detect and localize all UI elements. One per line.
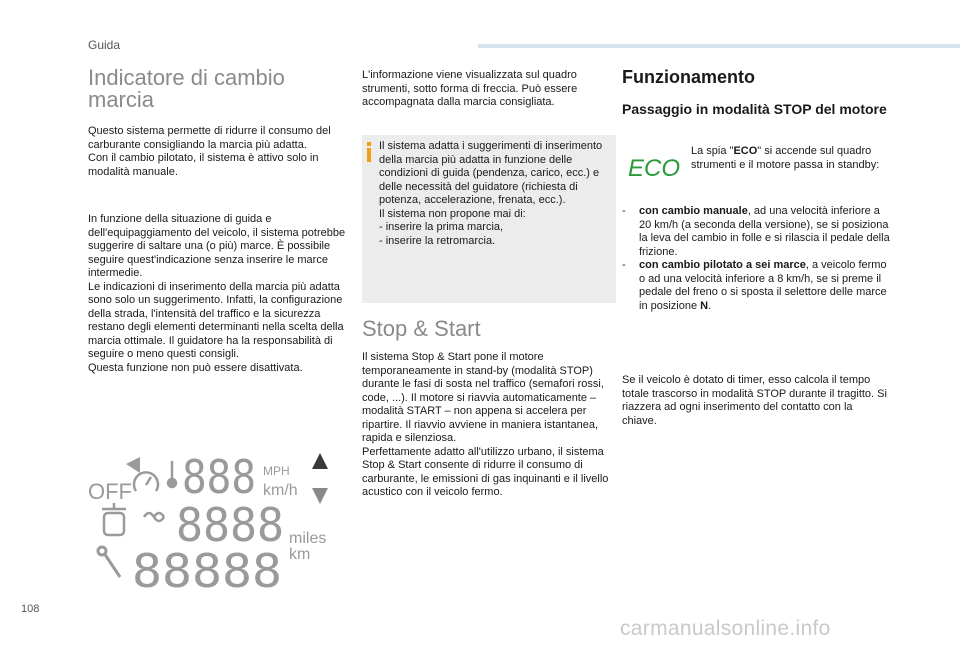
gear-down-arrow-icon — [312, 488, 328, 504]
para-timer: Se il veicolo è dotato di timer, esso calcola il tempo totale trascorso in modalità STOP durante il tragitto. Si riazzera ad ogni inserimento del contatto con la chiave. — [622, 374, 887, 427]
top-digits: 888 — [182, 453, 256, 504]
list-item: - con cambio manuale, ad una velocità inferiore a 20 km/h (a seconda della versione), se si posiziona la leva del cambio in folle e si rilascia il pedale della frizione. — [622, 205, 890, 258]
miles-label: miles — [289, 530, 327, 547]
watermark: carmanualsonline.info — [620, 617, 831, 640]
heading-funzionamento: Funzionamento — [622, 67, 755, 87]
info-icon — [367, 142, 371, 162]
section-label: Guida — [88, 38, 121, 52]
mid-digits: 8888 — [176, 498, 284, 552]
para-arrow-info: L'informazione viene visualizzata sul quadro strumenti, sotto forma di freccia. Può essere accompagnata dalla marcia consigliata. — [362, 69, 578, 108]
list-item: - con cambio pilotato a sei marce, a veicolo fermo o ad una velocità inferiore a 8 km/h, se si preme il pedale del freno o si sposta il selettore delle marce in posizione N. — [622, 259, 887, 312]
title-gear-indicator: Indicatore di cambio marcia — [88, 65, 285, 113]
gear-up-arrow-icon — [312, 453, 328, 469]
title-stop-start: Stop & Start — [362, 316, 481, 341]
svg-text:ECO: ECO — [627, 155, 681, 182]
note-item: - inserire la retromarcia. — [379, 234, 496, 247]
engine-icon — [102, 503, 126, 535]
page-number: 108 — [21, 603, 40, 615]
stop-conditions-list — [622, 205, 892, 313]
speedometer-icon — [134, 472, 158, 491]
subheading-stop-mode: Passaggio in modalità STOP del motore — [622, 101, 887, 117]
wrench-icon — [98, 547, 120, 577]
km-label: km — [289, 546, 311, 563]
glow-plug-icon — [144, 513, 164, 521]
instrument-cluster-illustration — [88, 453, 348, 593]
mph-label: MPH — [263, 464, 290, 478]
note-body: Il sistema adatta i suggerimenti di inserimento della marcia più adatta in funzione delle condizioni di guida (pendenza, carico, ecc.) e delle necessità del guidatore (richiesta di potenza, accelerazione, frenata, ecc.). Il sistema non propone mai di: — [379, 140, 603, 220]
para-eco-light: La spia "ECO" si accende sul quadro strumenti e il motore passa in standby: — [691, 145, 880, 171]
thermometer-icon — [168, 461, 176, 487]
info-note-box — [362, 135, 616, 303]
header-bar — [478, 44, 960, 48]
para-gear-intro: Questo sistema permette di ridurre il consumo del carburante consigliando la marcia più adatta. Con il cambio pilotato, il sistema è attivo solo in modalità manuale. — [88, 125, 331, 178]
para-stop-start: Il sistema Stop & Start pone il motore temporaneamente in stand-by (modalità STOP) durante le fasi di sosta nel traffico (semafori rossi, code, ...). Il motore si riavvia automaticamente – modalità START – non appena si accelera per ripartire. Il riavvio avviene in maniera istantanea, rapida e silenziosa. Perfettamente adatto all'utilizzo urbano, il sistema Stop & Start consente di ridurre il consumo di carburante, le emissioni di gas inquinanti e il livello acustico con il veicolo fermo. — [362, 351, 609, 498]
warning-triangle-icon — [126, 457, 140, 473]
info-note-text — [379, 140, 611, 248]
note-item: - inserire la prima marcia, — [379, 221, 504, 233]
eco-indicator-icon — [625, 148, 683, 184]
bottom-digits: 88888 — [132, 544, 282, 593]
para-gear-details: In funzione della situazione di guida e dell'equipaggiamento del veicolo, il sistema potrebbe suggerire di saltare una (o più) marce. È possibile seguire quest'indicazione senza inserire le marce intermedie. Le indicazioni di inserimento della marcia più adatta sono solo un suggerimento. Infatti, la configurazione della strada, l'intensità del traffico e la sicurezza restano degli elementi determinanti nella scelta della marcia ottimale. Il guidatore ha la responsabilità di seguire o meno questi consigli. Questa funzione non può essere disattivata. — [88, 213, 346, 374]
off-indicator: OFF — [88, 479, 132, 504]
kmh-label: km/h — [263, 482, 298, 499]
